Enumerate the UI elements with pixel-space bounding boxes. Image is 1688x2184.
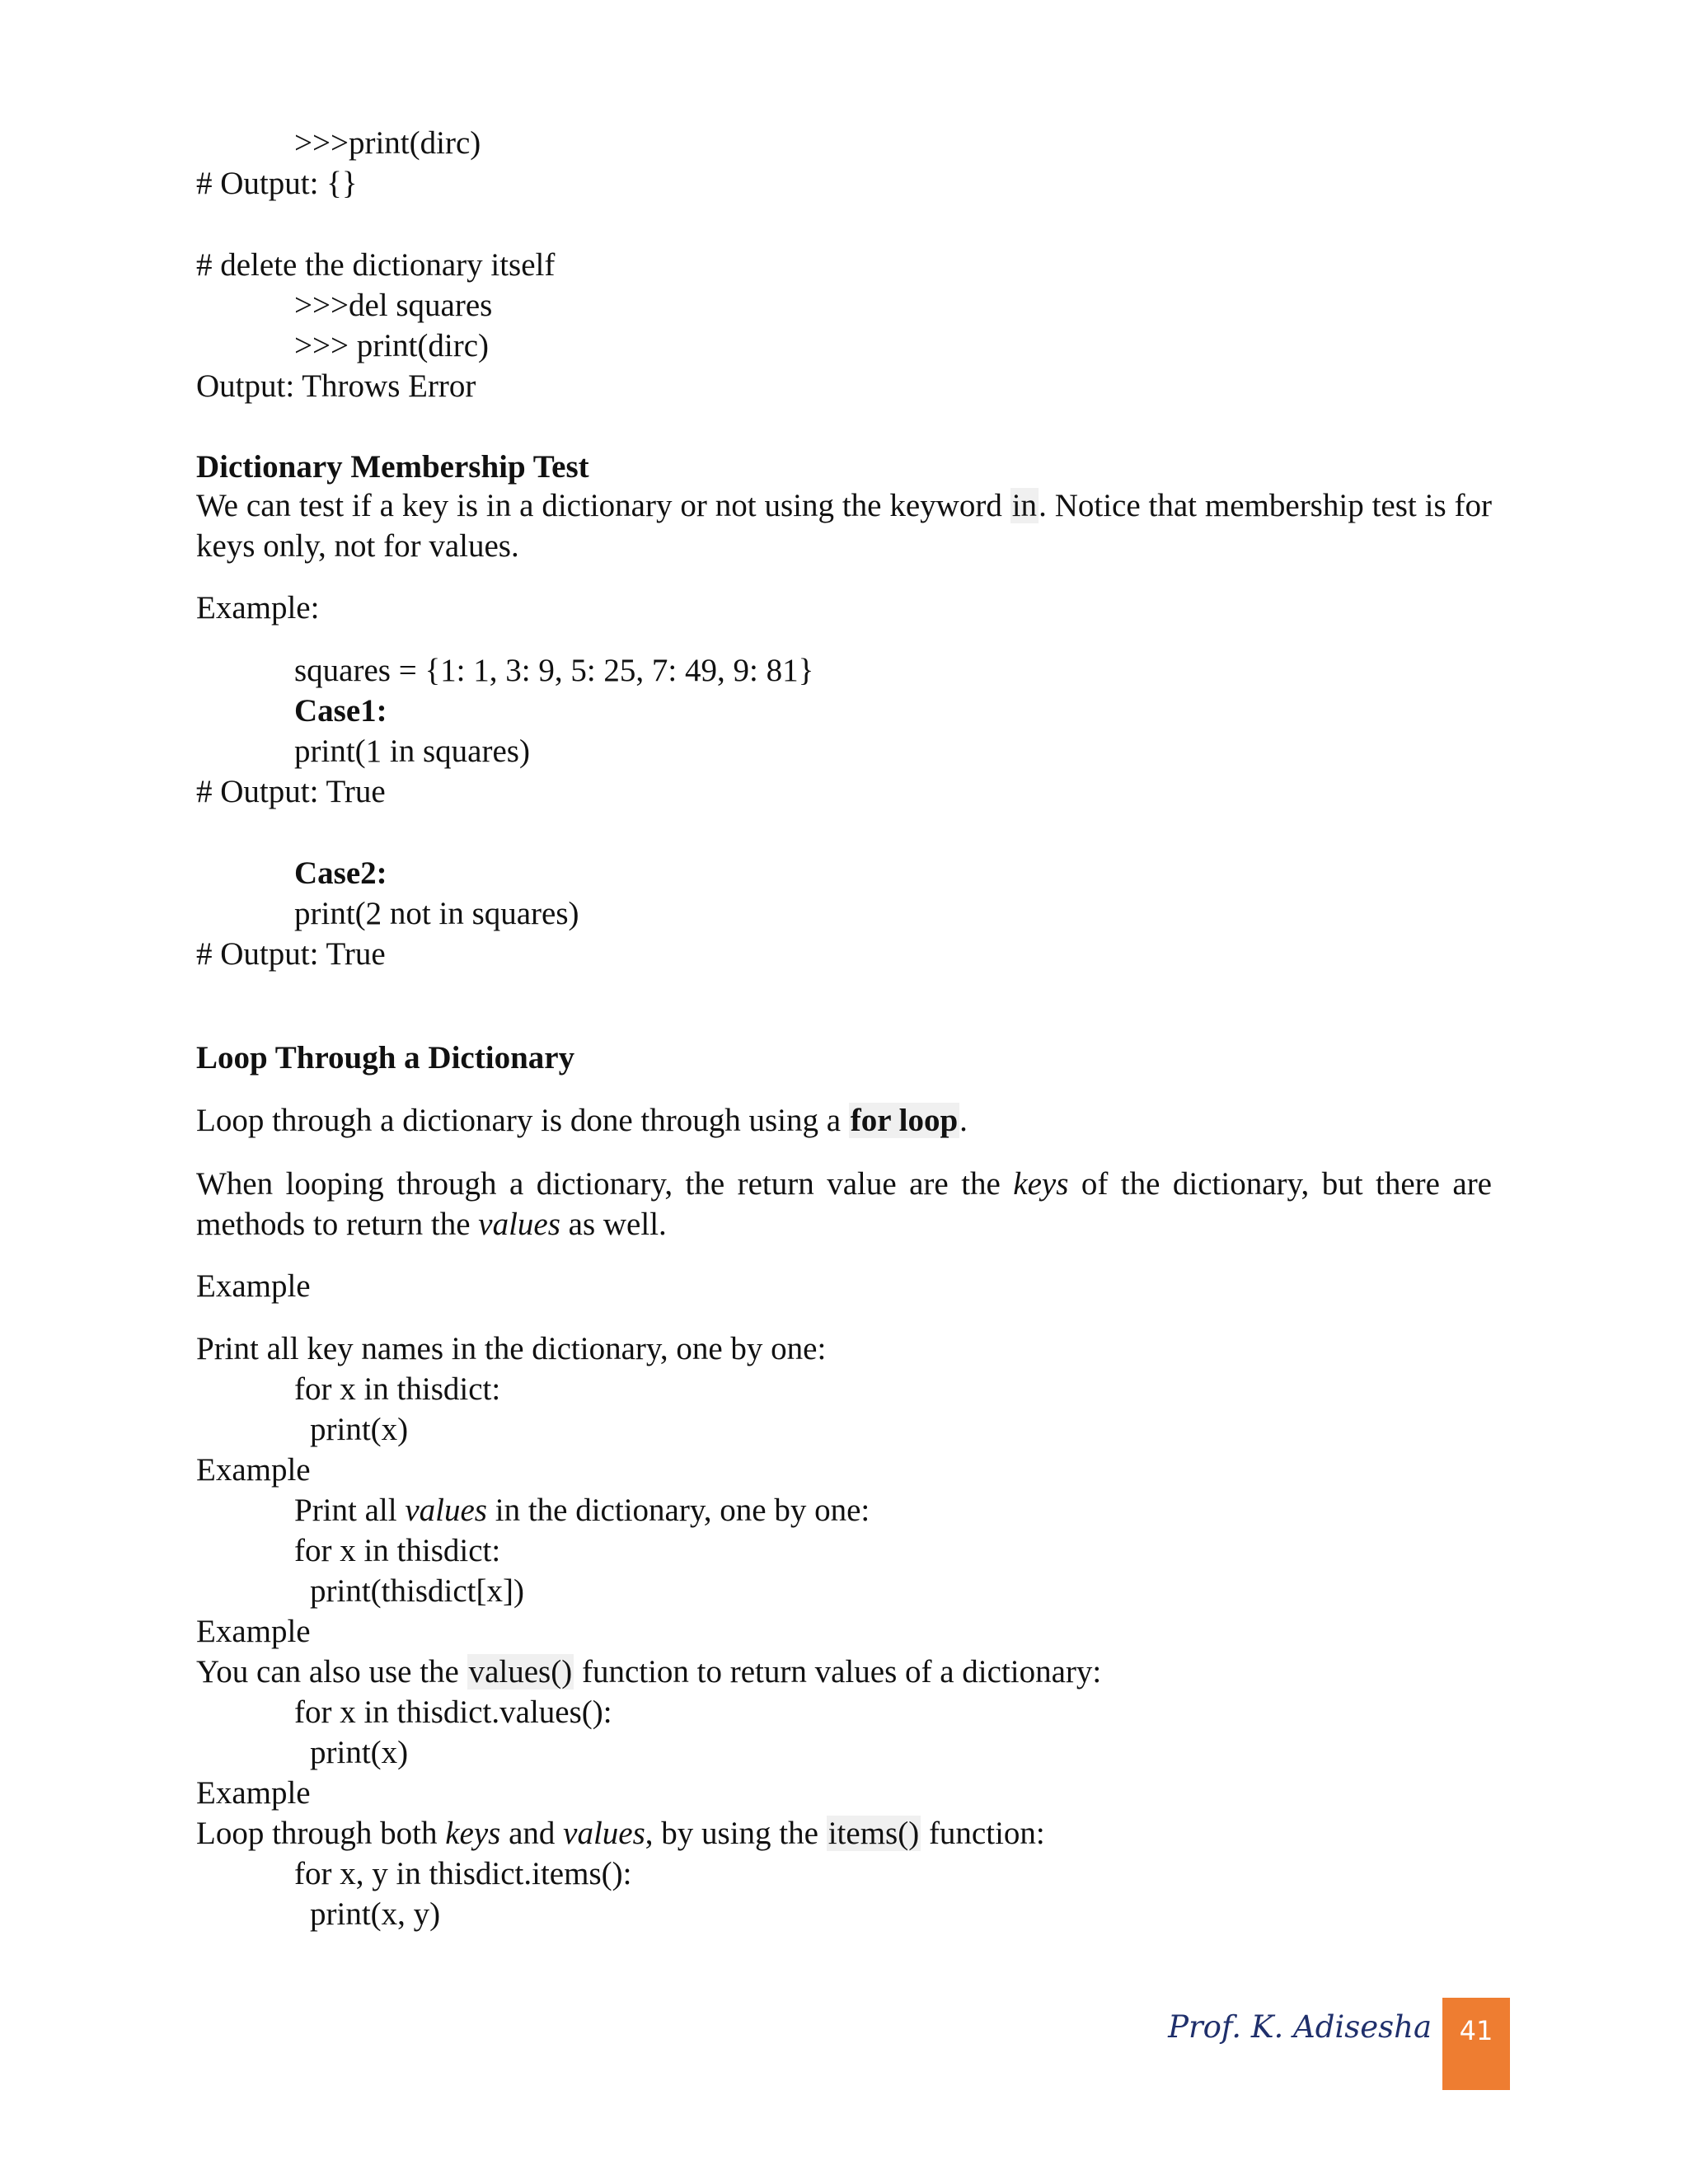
code-squares-definition: squares = {1: 1, 3: 9, 5: 25, 7: 49, 9: 81} [294,653,814,688]
example-4-desc-and: and [500,1816,564,1851]
code-line-del-squares: >>>del squares [294,288,493,323]
page-number-badge [1442,1998,1510,2090]
example-2-desc-values: values [405,1493,487,1528]
loop-p2-values: values [478,1207,560,1242]
loop-p2-text-a: When looping through a dictionary, the return value are the [196,1166,1014,1202]
example-2-desc-a: Print all [294,1493,406,1528]
loop-p1-period: . [959,1103,968,1138]
example-4-desc-keys: keys [445,1816,501,1851]
example-3-desc-b: function to return values of a dictionary: [574,1654,1102,1690]
example-1-description: Print all key names in the dictionary, one by one: [196,1331,827,1366]
example-3-code-for: for x in thisdict.values(): [294,1694,612,1730]
output-line-empty: # Output: {} [196,166,358,201]
example-2-code-print: print(thisdict[x]) [310,1573,524,1609]
loop-paragraph-2 [196,1164,1492,1244]
loop-p2-text-b: of the dictionary, but there are methods to return the [196,1166,1492,1242]
example-2-label: Example [196,1452,311,1488]
case2-label: Case2: [294,855,387,891]
example-4-desc-a: Loop through both [196,1816,446,1851]
loop-p2-text-c: as well. [560,1207,667,1242]
heading-loop-dictionary: Loop Through a Dictionary [196,1040,575,1076]
example-4-desc-c: function: [921,1816,1045,1851]
comment-delete-dictionary: # delete the dictionary itself [196,247,556,283]
example-label: Example: [196,590,320,626]
example-4-desc-values: values [563,1816,645,1851]
output-true-1: # Output: True [196,774,386,809]
membership-paragraph [196,485,1492,566]
example-1-label: Example [196,1268,311,1304]
example-2-description [294,1491,870,1530]
example-4-code-for: for x, y in thisdict.items(): [294,1856,632,1891]
example-3-desc-a: You can also use the [196,1654,467,1690]
code-print-2-not-in: print(2 not in squares) [294,896,579,931]
code-line-print-dirc-2: >>> print(dirc) [294,328,489,363]
output-line-throws-error: Output: Throws Error [196,368,476,404]
example-1-code-for: for x in thisdict: [294,1371,501,1407]
example-3-label: Example [196,1614,311,1649]
example-1-code-print: print(x) [310,1412,409,1447]
example-2-desc-b: in the dictionary, one by one: [486,1493,870,1528]
for-loop-keyword: for loop [850,1103,959,1138]
example-3-description [196,1652,1101,1692]
keyword-in: in [1011,488,1038,523]
loop-paragraph-1 [196,1101,968,1141]
example-4-code-print: print(x, y) [310,1896,441,1932]
output-true-2: # Output: True [196,936,386,972]
code-print-1-in: print(1 in squares) [294,733,530,769]
footer-author: Prof. K. Adisesha [1168,2009,1432,2045]
loop-p1-text: Loop through a dictionary is done through using a [196,1103,849,1138]
example-2-code-for: for x in thisdict: [294,1533,501,1568]
case1-label: Case1: [294,693,387,729]
heading-membership-test: Dictionary Membership Test [196,449,589,485]
items-function: items() [828,1816,920,1851]
values-function: values() [468,1654,573,1690]
example-4-label: Example [196,1775,311,1811]
example-3-code-print: print(x) [310,1735,409,1770]
membership-text-a: We can test if a key is in a dictionary or not using the keyword [196,488,1010,523]
code-line-print-dirc: >>>print(dirc) [294,125,481,161]
membership-text-b: . Notice that membership test is for keys only, not for values. [196,488,1492,564]
loop-p2-keys: keys [1013,1166,1069,1202]
example-4-desc-b: , by using the [645,1816,827,1851]
page-number: 41 [1459,2015,1493,2046]
example-4-description [196,1814,1045,1854]
